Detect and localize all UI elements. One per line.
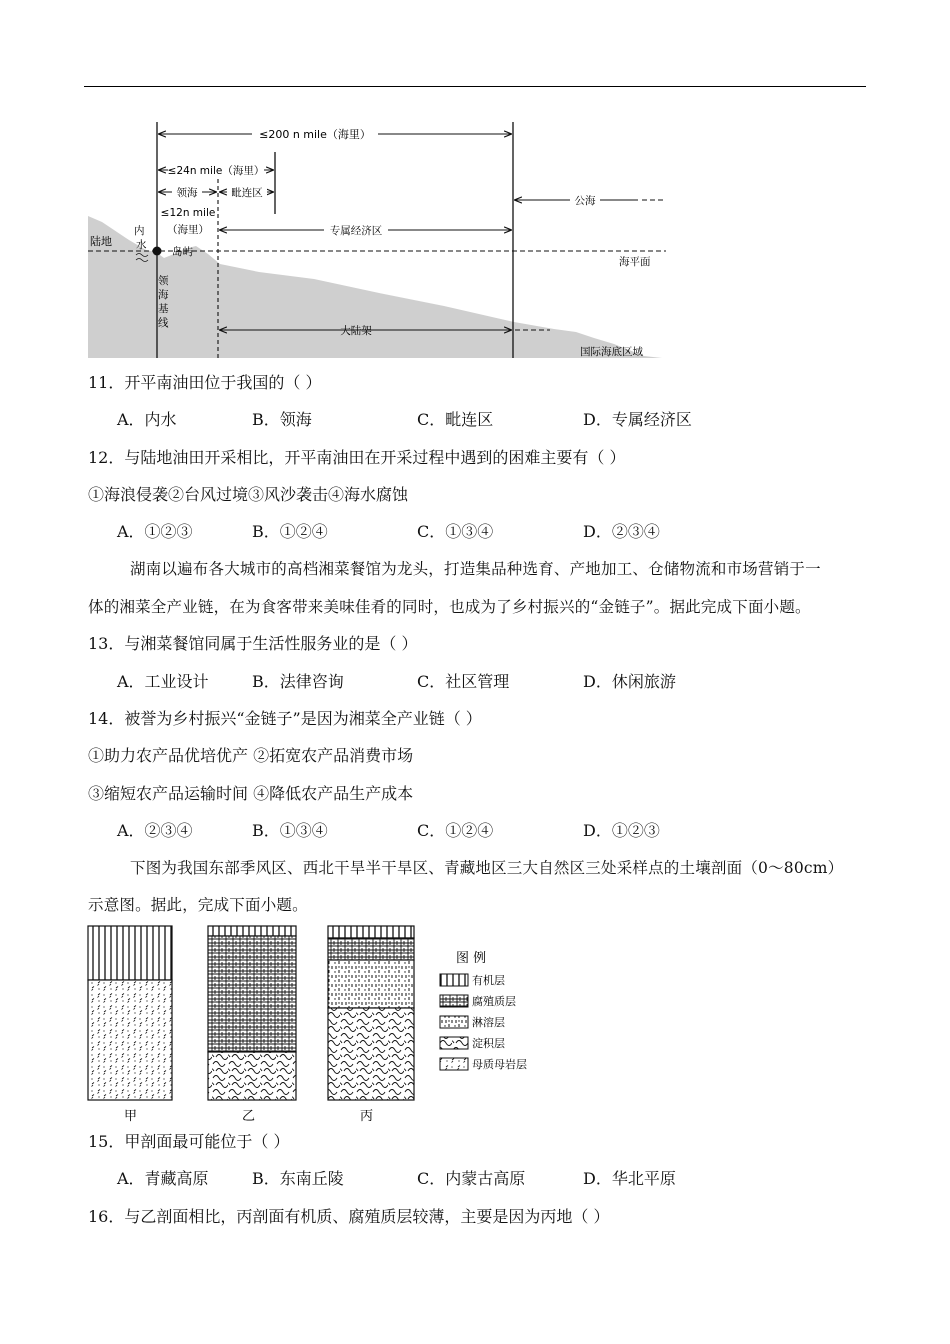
q13-option-c[interactable]: C．社区管理 bbox=[417, 672, 510, 691]
profile-jia-organic-layer bbox=[88, 926, 172, 980]
q15-option-c[interactable]: C．内蒙古高原 bbox=[417, 1169, 526, 1188]
q15-option-d[interactable]: D．华北平原 bbox=[583, 1169, 676, 1188]
maritime-zones-diagram bbox=[84, 112, 674, 364]
label-12nm-unit: （海里） bbox=[167, 224, 209, 236]
passage3-line1: 下图为我国东部季风区、西北干旱半干旱区、青藏地区三大自然区三处采样点的土壤剖面（0～80cm） bbox=[130, 859, 844, 877]
q11-option-c[interactable]: C．毗连区 bbox=[417, 410, 494, 429]
label-contiguous-zone: 毗连区 bbox=[231, 187, 263, 199]
q14-option-c[interactable]: C．①②④ bbox=[417, 821, 494, 840]
q15-stem: 15．甲剖面最可能位于（ ） bbox=[88, 1132, 290, 1151]
profile-yi-deposit-layer bbox=[208, 1052, 296, 1100]
label-inner-water-2: 水 bbox=[136, 239, 147, 251]
q11-option-d[interactable]: D．专属经济区 bbox=[583, 410, 692, 429]
passage2-line1: 湖南以遍布各大城市的高档湘菜餐馆为龙头，打造集品种选育、产地加工、仓储物流和市场营销于一 bbox=[130, 560, 821, 578]
q11-option-b[interactable]: B．领海 bbox=[252, 410, 312, 429]
label-baseline-4: 线 bbox=[158, 317, 169, 329]
q13-option-a[interactable]: A．工业设计 bbox=[117, 672, 209, 691]
q12-option-b[interactable]: B．①②④ bbox=[252, 522, 328, 541]
label-high-seas: 公海 bbox=[574, 195, 596, 207]
q15-option-b[interactable]: B．东南丘陵 bbox=[252, 1169, 344, 1188]
q13-option-d[interactable]: D．休闲旅游 bbox=[583, 672, 676, 691]
label-24nm: ≤24n mile（海里） bbox=[167, 165, 265, 177]
profile-bing-organic-layer bbox=[328, 926, 414, 938]
legend-organic: 有机层 bbox=[472, 974, 505, 987]
q14-stem: 14．被誉为乡村振兴“金链子”是因为湘菜全产业链（ ） bbox=[88, 709, 482, 728]
q12-option-c[interactable]: C．①③④ bbox=[417, 522, 494, 541]
q12-option-a[interactable]: A．①②③ bbox=[117, 522, 193, 541]
label-land: 陆地 bbox=[90, 235, 112, 248]
label-12nm: ≤12n mile bbox=[160, 207, 216, 219]
profile-bing-deposit-layer bbox=[328, 1008, 414, 1100]
q14-items-2: ③缩短农产品运输时间 ④降低农产品生产成本 bbox=[88, 784, 414, 803]
q12-items: ①海浪侵袭②台风过境③风沙袭击④海水腐蚀 bbox=[88, 485, 409, 504]
legend-humus: 腐殖质层 bbox=[472, 995, 516, 1008]
label-continental-shelf: 大陆架 bbox=[340, 325, 372, 337]
q14-items-1: ①助力农产品优培优产 ②拓宽农产品消费市场 bbox=[88, 746, 414, 765]
label-eez: 专属经济区 bbox=[329, 225, 383, 237]
passage2-line2: 体的湘菜全产业链，在为食客带来美味佳肴的同时，也成为了乡村振兴的“金链子”。据此完成下面小题。 bbox=[88, 598, 811, 616]
legend-parent: 母质母岩层 bbox=[472, 1058, 527, 1071]
profile-label-yi: 乙 bbox=[242, 1109, 256, 1124]
profile-yi-humus-layer bbox=[208, 936, 296, 1052]
label-sea-level: 海平面 bbox=[619, 256, 651, 268]
q14-option-d[interactable]: D．①②③ bbox=[583, 821, 660, 840]
legend-title: 图 例 bbox=[456, 951, 487, 966]
legend-deposit: 淀积层 bbox=[472, 1037, 505, 1050]
profile-bing-humus-layer bbox=[328, 938, 414, 960]
q11-stem: 11．开平南油田位于我国的（ ） bbox=[88, 373, 322, 392]
q15-option-a[interactable]: A．青藏高原 bbox=[117, 1169, 209, 1188]
q14-option-b[interactable]: B．①③④ bbox=[252, 821, 328, 840]
profile-bing-leaching-layer bbox=[328, 960, 414, 1008]
label-baseline-2: 海 bbox=[158, 289, 169, 301]
label-baseline-1: 领 bbox=[158, 275, 169, 287]
soil-profiles-diagram bbox=[84, 920, 554, 1130]
q16-stem: 16．与乙剖面相比，丙剖面有机质、腐殖质层较薄，主要是因为丙地（ ） bbox=[88, 1207, 610, 1226]
label-island: 岛屿 bbox=[172, 246, 193, 258]
q13-stem: 13．与湘菜餐馆同属于生活性服务业的是（ ） bbox=[88, 634, 418, 653]
label-territorial-sea: 领海 bbox=[176, 187, 198, 199]
label-seabed-area: 国际海底区域 bbox=[580, 346, 643, 358]
passage3-line2: 示意图。据此，完成下面小题。 bbox=[88, 896, 308, 914]
q12-stem: 12．与陆地油田开采相比，开平南油田在开采过程中遇到的困难主要有（ ） bbox=[88, 448, 626, 467]
profile-jia-parent-layer bbox=[88, 980, 172, 1100]
q13-option-b[interactable]: B．法律咨询 bbox=[252, 672, 344, 691]
profile-label-bing: 丙 bbox=[360, 1109, 374, 1124]
profile-yi-organic-layer bbox=[208, 926, 296, 936]
profile-label-jia: 甲 bbox=[124, 1109, 138, 1124]
baseline-point bbox=[153, 247, 162, 256]
q12-option-d[interactable]: D．②③④ bbox=[583, 522, 660, 541]
q14-option-a[interactable]: A．②③④ bbox=[117, 821, 193, 840]
label-inner-water-1: 内 bbox=[134, 225, 145, 237]
legend-leaching: 淋溶层 bbox=[472, 1016, 505, 1029]
q11-option-a[interactable]: A．内水 bbox=[117, 410, 177, 429]
label-200nm: ≤200 n mile（海里） bbox=[259, 128, 371, 141]
label-baseline-3: 基 bbox=[158, 303, 169, 315]
header-rule bbox=[84, 86, 866, 87]
